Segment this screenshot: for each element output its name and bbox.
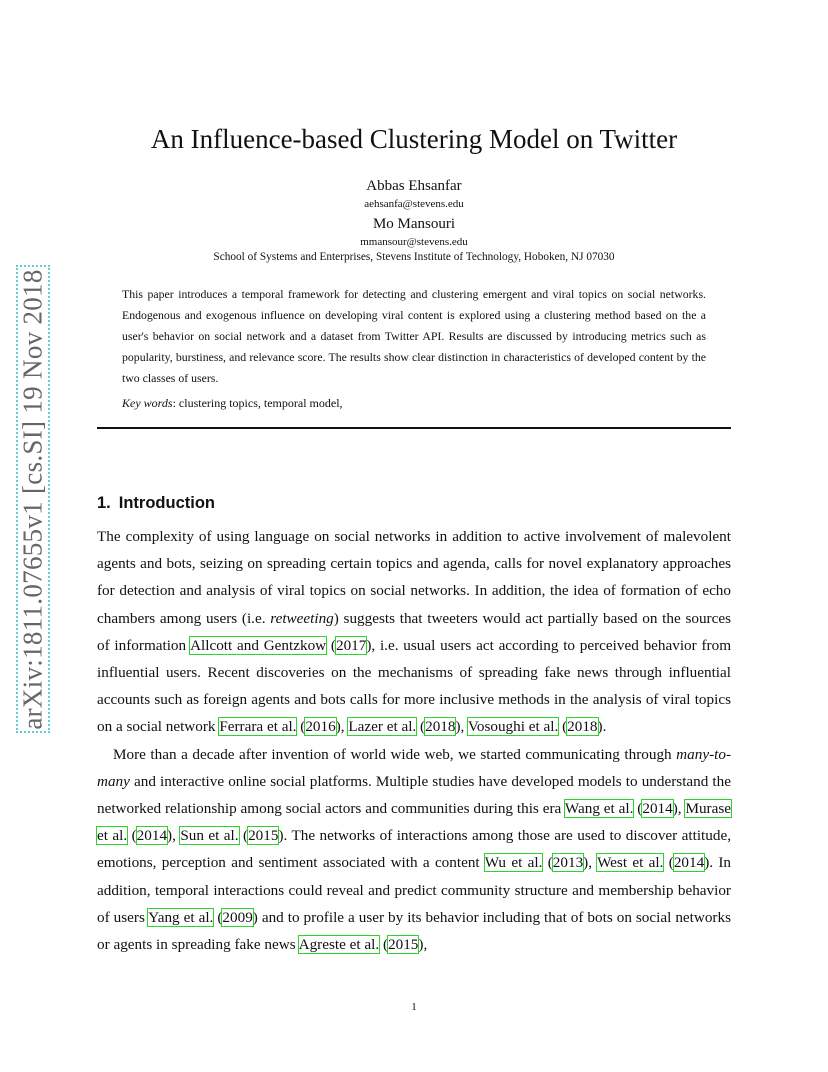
text-run: ), i.e. usual users act according to perceived behavior from influential users. Recent discoveries on the mechanisms of spreading fake news through influential accounts such as foreign agents and bots calls for more inclusive methods in the analysis of viral topics on a social network bbox=[97, 636, 732, 736]
abstract-divider bbox=[97, 427, 731, 429]
citation-link-yang[interactable]: Yang et al. bbox=[148, 908, 214, 926]
section-title: Introduction bbox=[118, 494, 215, 512]
text-run: ). In addition, temporal interactions could reveal and predict community structure and membership behavior of users bbox=[97, 854, 732, 926]
paragraph-1: The complexity of using language on social networks in addition to active involvement of malevolent agents and bots, seizing on spreading certain topics and agenda, calls for novel explanatory approaches for detection and analysis of viral topics on social networks. In addition, the idea of formation of echo chambers among users (i.e. retweeting) suggests that tweeters would act partially based on the sources of information Allcott and Gentzkow (2017), i.e. usual users act according to perceived behavior from influential users. Recent discoveries on the mechanisms of spreading fake news through influential accounts such as foreign agents and bots calls for more inclusive methods in the analysis of viral topics on a social network Ferrara et al. (2016), Lazer et al. (2018), Vosoughi et al. (2018). bbox=[97, 528, 732, 736]
keywords-label: Key words bbox=[122, 396, 173, 410]
author-email-1: aehsanfa@stevens.edu bbox=[364, 198, 464, 210]
citation-link-ferrara[interactable]: Ferrara et al. bbox=[219, 718, 297, 736]
author-name-2: Mo Mansouri bbox=[372, 216, 456, 232]
citation-link-allcott[interactable]: Allcott and Gentzkow bbox=[190, 636, 327, 654]
citation-year-murase[interactable]: 2014 bbox=[136, 827, 168, 845]
text-run: More than a decade after invention of world wide web, we started communicating through bbox=[113, 745, 677, 763]
citation-link-west[interactable]: West et al. bbox=[597, 854, 664, 872]
text-run: ) and to profile a user by its behavior including that of bots on social networks or agents in spreading fake news bbox=[97, 908, 731, 954]
arxiv-identifier[interactable] bbox=[16, 265, 50, 733]
citation-link-wang[interactable]: Wang et al. bbox=[564, 800, 634, 818]
author-email-2: mmansour@stevens.edu bbox=[360, 236, 468, 248]
citation-year-ferrara[interactable]: 2016 bbox=[305, 718, 336, 736]
text-run: ). bbox=[597, 718, 607, 736]
section-heading-introduction bbox=[97, 494, 215, 513]
citation-link-murase[interactable]: Murase et al. bbox=[97, 800, 732, 845]
introduction-body bbox=[97, 523, 731, 958]
citation-year-vosoughi[interactable]: 2018 bbox=[567, 718, 598, 736]
citation-year-wang[interactable]: 2014 bbox=[642, 800, 673, 818]
page-number: 1 bbox=[411, 1001, 417, 1013]
paragraph-2: More than a decade after invention of world wide web, we started communicating through many-to-many and interactive online social platforms. Multiple studies have developed models to understand the networked relationship among social actors and communities during this era Wang et al. (2014), Murase et al. (2014), Sun et al. (2015). The networks of interactions among those are used to discover attitude, emotions, perception and sentiment associated with a content Wu et al. (2013), West et al. (2014). In addition, temporal interactions could reveal and predict community structure and membership behavior of users Yang et al. (2009) and to profile a user by its behavior including that of bots on social networks or agents in spreading fake news Agreste et al. (2015), bbox=[97, 745, 732, 954]
text-run: and interactive online social platforms. Multiple studies have developed models to understand the networked relationship among social actors and communities during this era bbox=[97, 772, 731, 818]
citation-link-agreste[interactable]: Agreste et al. bbox=[298, 936, 380, 954]
citation-link-lazer[interactable]: Lazer et al. bbox=[348, 718, 417, 736]
emphasis-many-to-many: many-to-many bbox=[97, 745, 731, 790]
keywords-text: clustering topics, temporal model, bbox=[178, 396, 343, 410]
keywords: Key words: clustering topics, temporal model, bbox=[122, 396, 343, 410]
citation-year-west[interactable]: 2014 bbox=[673, 854, 705, 872]
citation-year-wu[interactable]: 2013 bbox=[552, 854, 584, 872]
section-number: 1. bbox=[97, 494, 111, 512]
text-run: The complexity of using language on social networks in addition to active involvement of malevolent agents and bots, seizing on spreading certain topics and agenda, calls for novel explanatory approaches for detection and analysis of viral topics on social networks. In addition, the idea of formation of echo chambers among users (i.e. bbox=[97, 528, 731, 627]
citation-link-wu[interactable]: Wu et al. bbox=[484, 854, 543, 872]
emphasis-retweeting: retweeting bbox=[270, 609, 334, 627]
citation-link-sun[interactable]: Sun et al. bbox=[180, 827, 239, 845]
text-run: ). The networks of interactions among those are used to discover attitude, emotions, perception and sentiment associated with a content bbox=[97, 827, 731, 872]
text-run: ), bbox=[418, 936, 428, 954]
citation-year-agreste[interactable]: 2015 bbox=[388, 936, 419, 954]
affiliation: School of Systems and Enterprises, Stevens Institute of Technology, Hoboken, NJ 07030 bbox=[213, 251, 615, 263]
abstract: This paper introduces a temporal framework for detecting and clustering emergent and viral topics on social networks. Endogenous and exogenous influence on developing viral content is explored using a clustering method based on the a user's behavior on social network and a dataset from Twitter API. Results are discussed by introducing metrics such as popularity, burstiness, and relevance score. The results show clear distinction in characteristics of developed content by the two classes of users. bbox=[122, 287, 706, 385]
citation-year-yang[interactable]: 2009 bbox=[222, 908, 253, 926]
citation-year-lazer[interactable]: 2018 bbox=[425, 718, 456, 736]
paper-title: An Influence-based Clustering Model on Twitter bbox=[150, 124, 678, 154]
citation-year-allcott[interactable]: 2017 bbox=[335, 636, 367, 654]
text-run: ) suggests that tweeters would act partially based on the sources of information bbox=[97, 609, 732, 654]
citation-year-sun[interactable]: 2015 bbox=[248, 827, 279, 845]
arxiv-identifier-text: arXiv:1811.07655v1 [cs.SI] 19 Nov 2018 bbox=[17, 268, 48, 730]
citation-link-vosoughi[interactable]: Vosoughi et al. bbox=[467, 718, 559, 736]
author-name-1: Abbas Ehsanfar bbox=[366, 178, 462, 194]
